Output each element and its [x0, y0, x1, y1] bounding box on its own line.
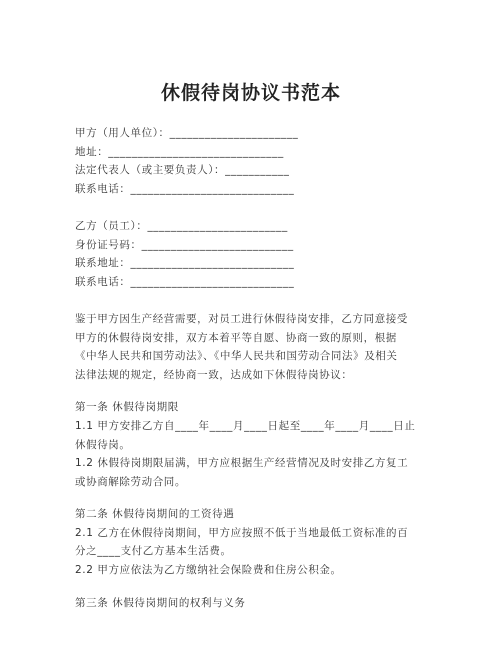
document-body — [75, 124, 427, 612]
document-title: 休假待岗协议书范本 — [160, 82, 341, 104]
article-2-line: 2.1 乙方在休假待岗期间，甲方应按照不低于当地最低工资标准的百 — [75, 526, 409, 539]
article-1-line: 1.1 甲方安排乙方自____年____月____日起至____年____月____日止 — [75, 419, 416, 432]
party-b-name-line: 乙方（员工）：________________________ — [75, 219, 288, 232]
article-1-line: 休假待岗。 — [75, 438, 131, 451]
party-b-address-line: 联系地址：____________________________ — [75, 257, 295, 270]
article-2-line: 分之____支付乙方基本生活费。 — [75, 545, 232, 558]
article-1-line: 1.2 休假待岗期限届满，甲方应根据生产经营情况及时安排乙方复工 — [75, 457, 409, 470]
preamble-line: 甲方的休假待岗安排，双方本着平等自愿、协商一致的原则，根据 — [75, 331, 397, 344]
party-a-address-line: 地址：______________________________ — [75, 145, 284, 158]
article-3-heading: 第三条 休假待岗期间的权利与义务 — [75, 596, 246, 609]
party-a-representative-line: 法定代表人（或主要负责人）：___________ — [75, 164, 290, 177]
party-b-id-line: 身份证号码：__________________________ — [75, 238, 294, 251]
article-1-heading: 第一条 休假待岗期限 — [75, 401, 179, 414]
party-a-phone-line: 联系电话：____________________________ — [75, 182, 295, 195]
preamble-line: 鉴于甲方因生产经营需要，对员工进行休假待岗安排，乙方同意接受 — [75, 312, 408, 325]
article-1-line: 或协商解除劳动合同。 — [75, 475, 186, 488]
preamble-line: 法律法规的规定，经协商一致，达成如下休假待岗协议： — [75, 368, 353, 381]
party-a-name-line: 甲方（用人单位）：______________________ — [75, 127, 299, 139]
article-2-heading: 第二条 休假待岗期间的工资待遇 — [75, 508, 235, 521]
preamble-line: 《中华人民共和国劳动法》、《中华人民共和国劳动合同法》及相关 — [75, 350, 398, 363]
article-2-line: 2.2 甲方应依法为乙方缴纳社会保险费和住房公积金。 — [75, 564, 342, 577]
party-b-phone-line: 联系电话：____________________________ — [75, 275, 295, 288]
